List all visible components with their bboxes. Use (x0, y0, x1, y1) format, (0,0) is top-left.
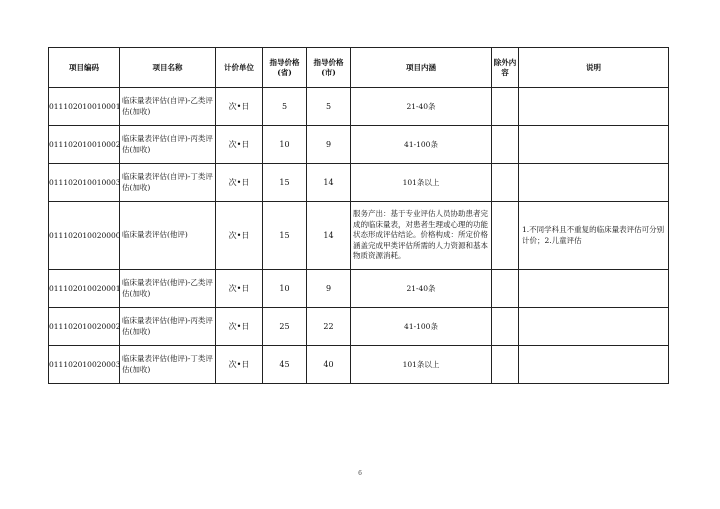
cell-exclusion (492, 164, 519, 202)
cell-price-province: 10 (263, 270, 307, 308)
cell-content: 101条以上 (351, 164, 492, 202)
cell-price-province: 5 (263, 88, 307, 126)
pricing-table (48, 47, 669, 384)
cell-note (519, 270, 669, 308)
cell-exclusion (492, 88, 519, 126)
cell-price-city: 14 (307, 202, 351, 270)
cell-price-province: 10 (263, 126, 307, 164)
cell-exclusion (492, 270, 519, 308)
cell-price-city: 9 (307, 270, 351, 308)
cell-name: 临床量表评估(自评)-丙类评估(加收) (120, 126, 216, 164)
cell-code: 011102010020002 (49, 308, 120, 346)
cell-name: 临床量表评估(他评)-丙类评估(加收) (120, 308, 216, 346)
cell-price-city: 22 (307, 308, 351, 346)
cell-code: 011102010010002 (49, 126, 120, 164)
cell-unit: 次•日 (216, 126, 263, 164)
cell-content: 41-100条 (351, 126, 492, 164)
cell-unit: 次•日 (216, 270, 263, 308)
cell-exclusion (492, 308, 519, 346)
cell-note (519, 126, 669, 164)
cell-content: 21-40条 (351, 270, 492, 308)
header-price-province: 指导价格(省) (263, 48, 307, 88)
header-name: 项目名称 (120, 48, 216, 88)
cell-note (519, 346, 669, 384)
cell-code: 011102010020003 (49, 346, 120, 384)
cell-note (519, 308, 669, 346)
cell-unit: 次•日 (216, 164, 263, 202)
table-row (49, 164, 669, 202)
cell-price-city: 40 (307, 346, 351, 384)
cell-price-city: 14 (307, 164, 351, 202)
cell-exclusion (492, 126, 519, 164)
cell-note (519, 164, 669, 202)
cell-code: 011102010020001 (49, 270, 120, 308)
cell-code: 011102010010003 (49, 164, 120, 202)
cell-name: 临床量表评估(他评)-乙类评估(加收) (120, 270, 216, 308)
header-unit: 计价单位 (216, 48, 263, 88)
cell-name: 临床量表评估(自评)-丁类评估(加收) (120, 164, 216, 202)
cell-code: 011102010020000 (49, 202, 120, 270)
table-row (49, 88, 669, 126)
cell-unit: 次•日 (216, 308, 263, 346)
cell-price-province: 15 (263, 202, 307, 270)
cell-name: 临床量表评估(他评) (120, 202, 216, 270)
cell-price-city: 5 (307, 88, 351, 126)
cell-name: 临床量表评估(他评)-丁类评估(加收) (120, 346, 216, 384)
page-number: 6 (358, 470, 362, 477)
table-row (49, 346, 669, 384)
table-header-row (49, 48, 669, 88)
cell-content: 服务产出：基于专业评估人员协助患者完成的临床量表，对患者生理或心理的功能状态形成评估结论。价格构成：所定价格涵盖完成甲类评估所需的人力资源和基本物质资源消耗。 (351, 202, 492, 270)
header-code: 项目编码 (49, 48, 120, 88)
cell-content: 41-100条 (351, 308, 492, 346)
cell-price-city: 9 (307, 126, 351, 164)
cell-exclusion (492, 346, 519, 384)
cell-unit: 次•日 (216, 88, 263, 126)
table-row (49, 126, 669, 164)
cell-unit: 次•日 (216, 346, 263, 384)
header-note: 说明 (519, 48, 669, 88)
cell-note: 1.不同学科且不重复的临床量表评估可分别计价；2.儿童评估 (519, 202, 669, 270)
cell-price-province: 25 (263, 308, 307, 346)
cell-note (519, 88, 669, 126)
header-content: 项目内涵 (351, 48, 492, 88)
header-price-city: 指导价格(市) (307, 48, 351, 88)
cell-content: 101条以上 (351, 346, 492, 384)
cell-content: 21-40条 (351, 88, 492, 126)
cell-name: 临床量表评估(自评)-乙类评估(加收) (120, 88, 216, 126)
cell-price-province: 45 (263, 346, 307, 384)
table-row (49, 270, 669, 308)
cell-price-province: 15 (263, 164, 307, 202)
cell-exclusion (492, 202, 519, 270)
table-row (49, 308, 669, 346)
cell-code: 011102010010001 (49, 88, 120, 126)
header-exclusion: 除外内容 (492, 48, 519, 88)
cell-unit: 次•日 (216, 202, 263, 270)
table-row (49, 202, 669, 270)
